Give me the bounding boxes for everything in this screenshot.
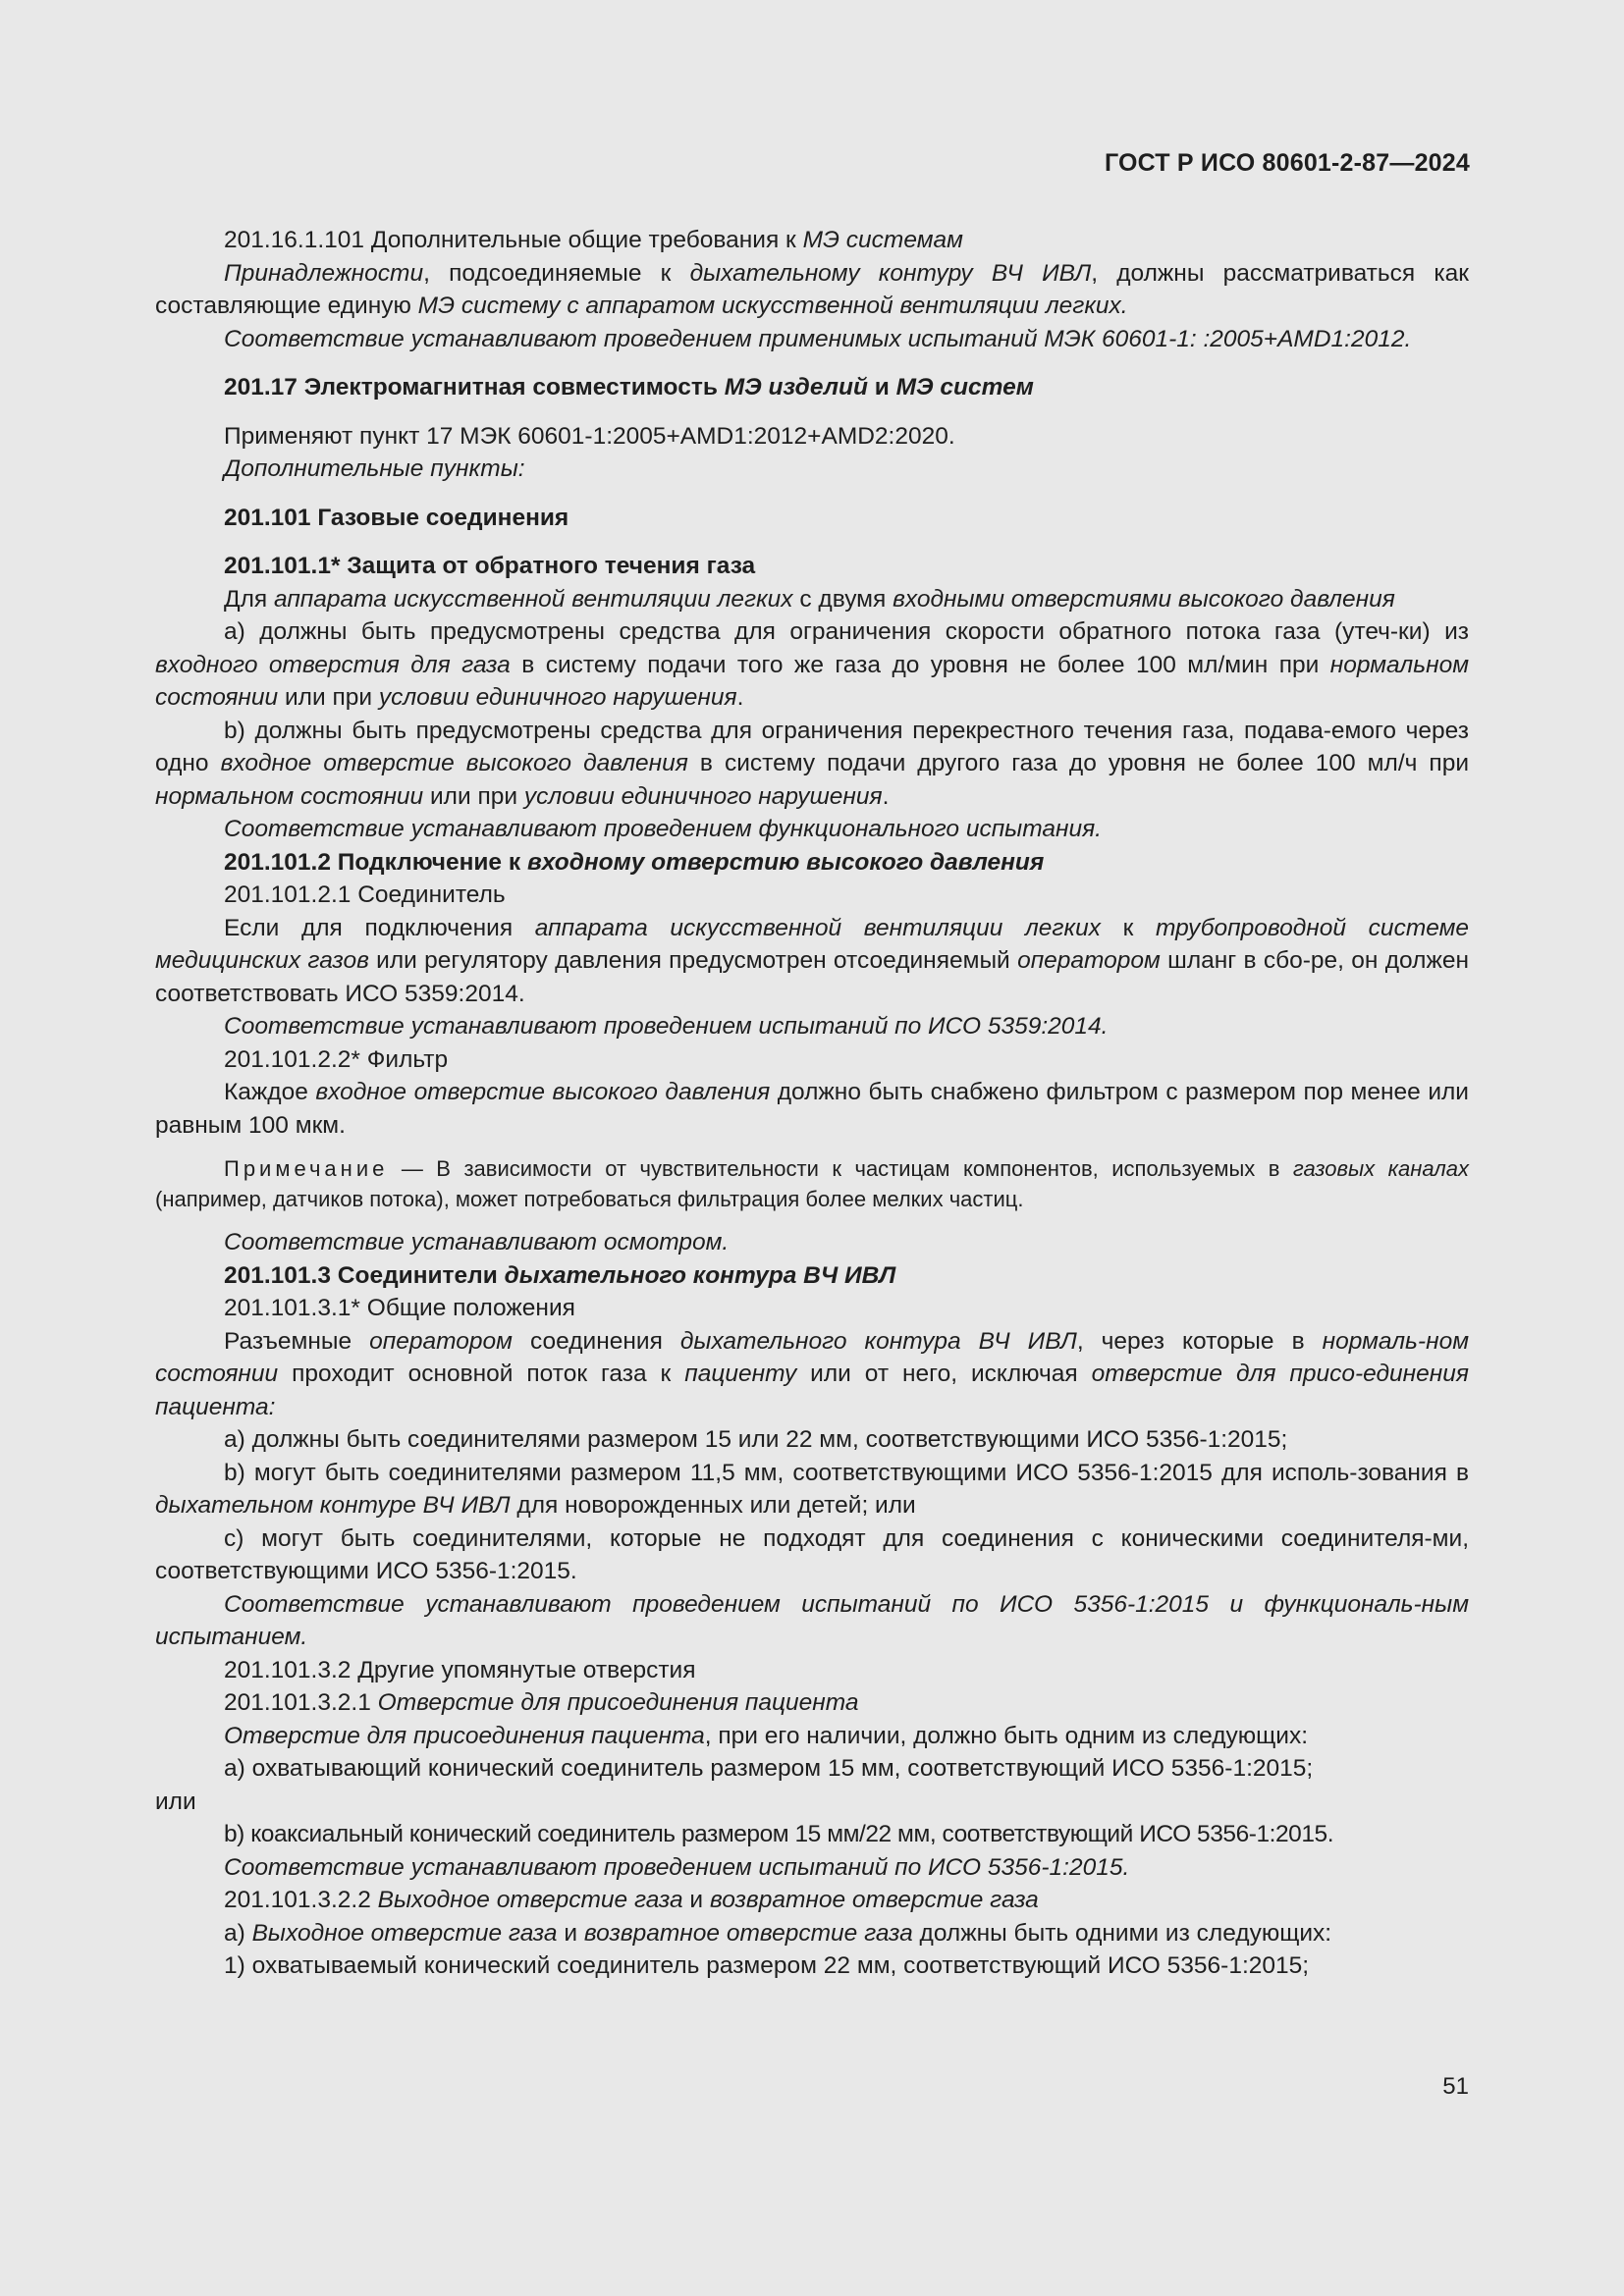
subsection-heading: 201.101.3.2.2 Выходное отверстие газа и возвратное отверстие газа — [224, 1887, 1039, 1913]
subsection-heading: 201.101.3.1* Общие положения — [224, 1295, 575, 1321]
paragraph: 201.16.1.101 Дополнительные общие требования к МЭ системам — [224, 227, 963, 253]
paragraph: или — [155, 1788, 196, 1815]
compliance-statement: Соответствие устанавливают проведением применимых испытаний МЭК 60601-1: :2005+AMD1:2012. — [224, 325, 1412, 352]
paragraph: Применяют пункт 17 МЭК 60601-1:2005+AMD1:2012+AMD2:2020. — [224, 422, 955, 450]
section-heading: 201.101 Газовые соединения — [224, 504, 569, 531]
section-heading: 201.101.3 Соединители дыхательного контура ВЧ ИВЛ — [224, 1261, 896, 1289]
list-item: a) охватывающий конический соединитель размером 15 мм, соответствующий ИСО 5356-1:2015; — [224, 1755, 1314, 1782]
list-item: 1) охватываемый конический соединитель размером 22 мм, соответствующий ИСО 5356-1:2015; — [224, 1952, 1310, 1979]
list-item: a) должны быть соединителями размером 15 или 22 мм, соответствующими ИСО 5356-1:2015; — [224, 1426, 1288, 1453]
paragraph: Отверстие для присоединения пациента, при его наличии, должно быть одним из следующих: — [224, 1722, 1309, 1749]
paragraph: Принадлежности, подсоединяемые к дыхательному контуру ВЧ ИВЛ, должны рассматриваться как составляющие единую МЭ систему с аппаратом искусственной вентиляции легких. — [155, 259, 1469, 319]
list-item: b) коаксиальный конический соединитель размером 15 мм/22 мм, соответствующий ИСО 5356-1:2015. — [224, 1821, 1334, 1847]
list-item: b) должны быть предусмотрены средства для ограничения перекрестного течения газа, подава-емого через одно входное отверстие высокого давления в систему подачи другого газа до уровня не более 100 мл/ч при нормальном состоянии или при условии единичного нарушения. — [155, 717, 1469, 810]
list-item: a) Выходное отверстие газа и возвратное отверстие газа должны быть одними из следующих: — [224, 1919, 1332, 1947]
paragraph: Для аппарата искусственной вентиляции легких с двумя входными отверстиями высокого давления — [224, 585, 1395, 613]
section-heading: 201.101.2 Подключение к входному отверстию высокого давления — [224, 848, 1045, 876]
compliance-statement: Соответствие устанавливают проведением испытаний по ИСО 5356-1:2015 и функциональ-ным испытанием. — [155, 1590, 1469, 1650]
note: Примечание — В зависимости от чувствительности к частицам компонентов, используемых в газовых каналах (например, датчиков потока), может потребоваться фильтрация более мелких частиц. — [155, 1156, 1469, 1211]
page-body — [155, 224, 1469, 1983]
section-heading: 201.101.1* Защита от обратного течения газа — [224, 553, 756, 579]
page-number: 51 — [1442, 2073, 1469, 2100]
paragraph: Разъемные оператором соединения дыхательного контура ВЧ ИВЛ, через которые в нормаль-ном состоянии проходит основной поток газа к пациенту или от него, исключая отверстие для присо-единения пациента: — [155, 1327, 1469, 1420]
compliance-statement: Соответствие устанавливают проведением функционального испытания. — [224, 816, 1102, 842]
subsection-heading: 201.101.3.2.1 Отверстие для присоединения пациента — [224, 1689, 859, 1716]
list-item: c) могут быть соединителями, которые не подходят для соединения с коническими соединителя-ми, соответствующими ИСО 5356-1:2015. — [155, 1524, 1469, 1584]
subsection-heading: 201.101.3.2 Другие упомянутые отверстия — [224, 1656, 696, 1683]
paragraph: Дополнительные пункты: — [224, 455, 525, 482]
subsection-heading: 201.101.2.1 Соединитель — [224, 881, 506, 908]
compliance-statement: Соответствие устанавливают проведением испытаний по ИСО 5359:2014. — [224, 1013, 1109, 1040]
document-header: ГОСТ Р ИСО 80601-2-87—2024 — [1104, 149, 1470, 177]
compliance-statement: Соответствие устанавливают проведением испытаний по ИСО 5356-1:2015. — [224, 1853, 1130, 1881]
paragraph: Если для подключения аппарата искусственной вентиляции легких к трубопроводной системе медицинских газов или регулятору давления предусмотрен отсоединяемый оператором шланг в сбо-ре, он должен соответствовать ИСО 5359:2014. — [155, 914, 1469, 1007]
compliance-statement: Соответствие устанавливают осмотром. — [224, 1229, 730, 1255]
section-heading: 201.17 Электромагнитная совместимость МЭ изделий и МЭ систем — [224, 374, 1034, 400]
note-label: Примечание — [224, 1156, 389, 1181]
list-item: b) могут быть соединителями размером 11,5 мм, соответствующими ИСО 5356-1:2015 для исполь-зования в дыхательном контуре ВЧ ИВЛ для новорожденных или детей; или — [155, 1459, 1469, 1519]
subsection-heading: 201.101.2.2* Фильтр — [224, 1045, 449, 1073]
paragraph: Каждое входное отверстие высокого давления должно быть снабжено фильтром с размером пор менее или равным 100 мкм. — [155, 1079, 1469, 1139]
list-item: a) должны быть предусмотрены средства для ограничения скорости обратного потока газа (утеч-ки) из входного отверстия для газа в систему подачи того же газа до уровня не более 100 мл/мин при нормальном состоянии или при условии единичного нарушения. — [155, 618, 1469, 711]
